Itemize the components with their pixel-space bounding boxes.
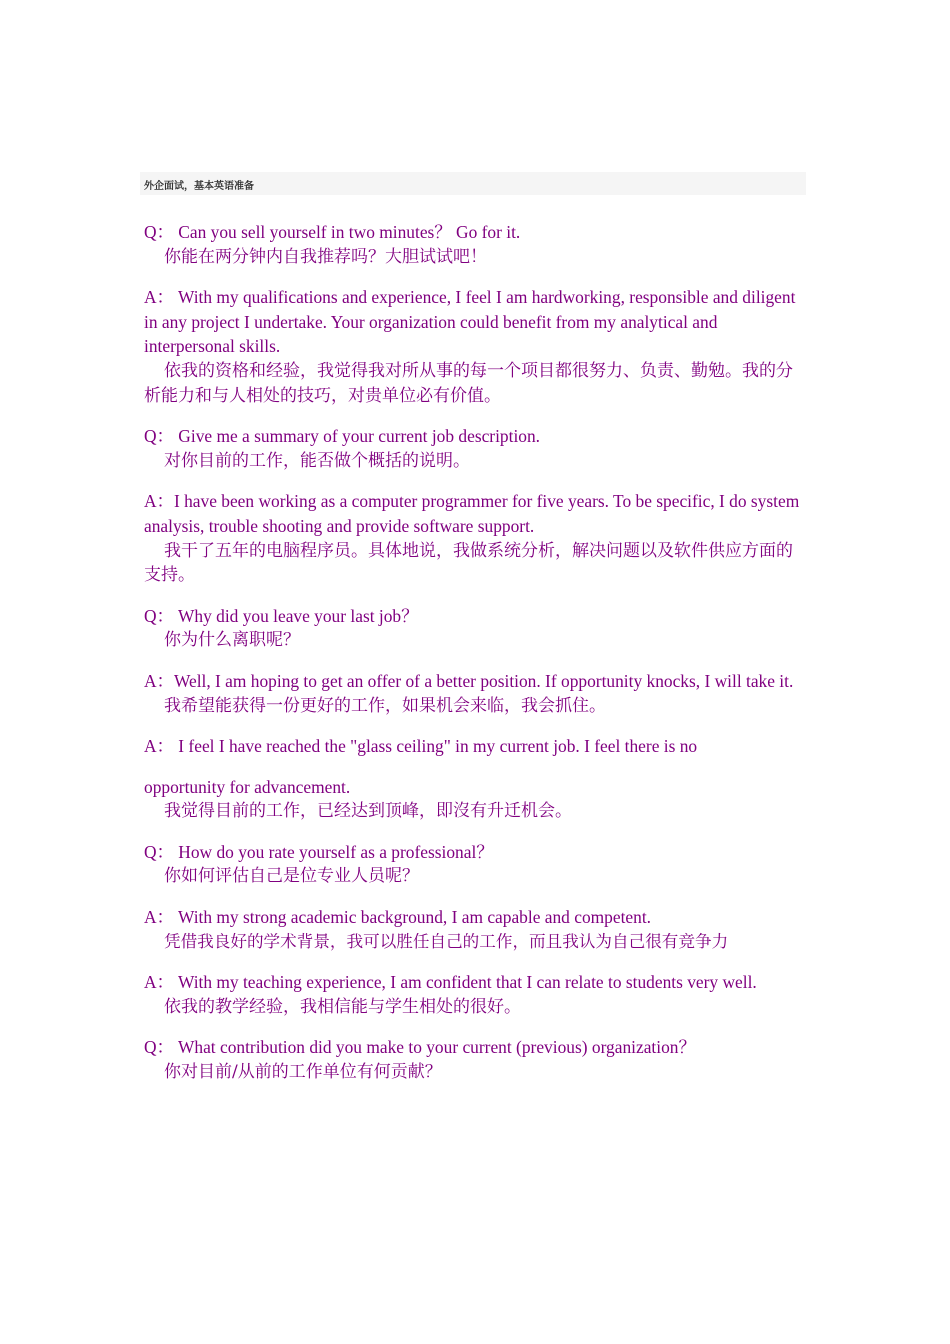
qa-item-rate-yourself-answer-2	[144, 970, 808, 1019]
english-line: Q： How do you rate yourself as a professional？	[144, 841, 494, 862]
line-gap	[144, 759, 808, 775]
english-line: A：I have been working as a computer programmer for five years. To be specific, I do system analysis, trouble shooting and provide software support.	[144, 491, 800, 536]
qa-item-job-summary-question	[144, 424, 808, 473]
english-line: A： With my strong academic background, I am capable and competent.	[144, 907, 652, 928]
english-line: Q： Give me a summary of your current job description.	[144, 426, 541, 447]
chinese-line: 你能在两分钟内自我推荐吗？大胆试试吧！	[164, 246, 487, 267]
qa-item-sell-yourself-answer	[144, 285, 808, 408]
chinese-line: 我希望能获得一份更好的工作，如果机会来临，我会抓住。	[164, 695, 606, 716]
chinese-line: 我觉得目前的工作，已经达到顶峰，即沒有升迁机会。	[164, 801, 572, 822]
chinese-line: 依我的教学经验，我相信能与学生相处的很好。	[164, 996, 521, 1017]
chinese-line: 你对目前/从前的工作单位有何贡献？	[164, 1062, 442, 1083]
english-line: A： I feel I have reached the "glass ceiling" in my current job. I feel there is no	[144, 736, 698, 757]
document-title: 外企面试，基本英语准备	[144, 181, 254, 192]
qa-item-rate-yourself-answer-1	[144, 905, 808, 954]
qa-content	[144, 220, 808, 1101]
english-line-continued: opportunity for advancement.	[144, 776, 351, 797]
chinese-line: 对你目前的工作，能否做个概括的说明。	[164, 450, 470, 471]
chinese-line: 凭借我良好的学术背景，我可以胜任自己的工作，而且我认为自己很有竞争力	[164, 931, 729, 951]
qa-item-leave-job-answer-1	[144, 669, 808, 718]
qa-item-job-summary-answer	[144, 489, 808, 587]
chinese-line: 你如何评估自己是位专业人员呢？	[164, 866, 419, 887]
qa-item-sell-yourself-question	[144, 220, 808, 269]
header-bar	[140, 172, 806, 195]
english-line: A： With my qualifications and experience, I feel I am hardworking, responsible and diligent in any project I undertake. Your organization could benefit from my analytical and interpersonal skills.	[144, 287, 796, 357]
chinese-line: 你为什么离职呢？	[164, 630, 300, 651]
chinese-line: 我干了五年的电脑程序员。具体地说，我做系统分析，解决问题以及软件供应方面的支持。	[144, 540, 793, 586]
qa-item-leave-job-question	[144, 604, 808, 653]
qa-item-rate-yourself-question	[144, 840, 808, 889]
qa-item-leave-job-answer-2	[144, 734, 808, 824]
qa-item-contribution-question	[144, 1035, 808, 1084]
english-line: Q： Can you sell yourself in two minutes？ Go for it.	[144, 222, 521, 242]
english-line: A：Well, I am hoping to get an offer of a better position. If opportunity knocks, I will take it.	[144, 670, 794, 691]
english-line: Q： What contribution did you make to your current (previous) organization？	[144, 1037, 696, 1058]
chinese-line: 依我的资格和经验，我觉得我对所从事的每一个项目都很努力、负责、勤勉。我的分析能力和与人相处的技巧，对贵单位必有价值。	[144, 360, 793, 406]
english-line: A： With my teaching experience, I am confident that I can relate to students very well.	[144, 972, 757, 993]
english-line: Q： Why did you leave your last job？	[144, 605, 419, 626]
